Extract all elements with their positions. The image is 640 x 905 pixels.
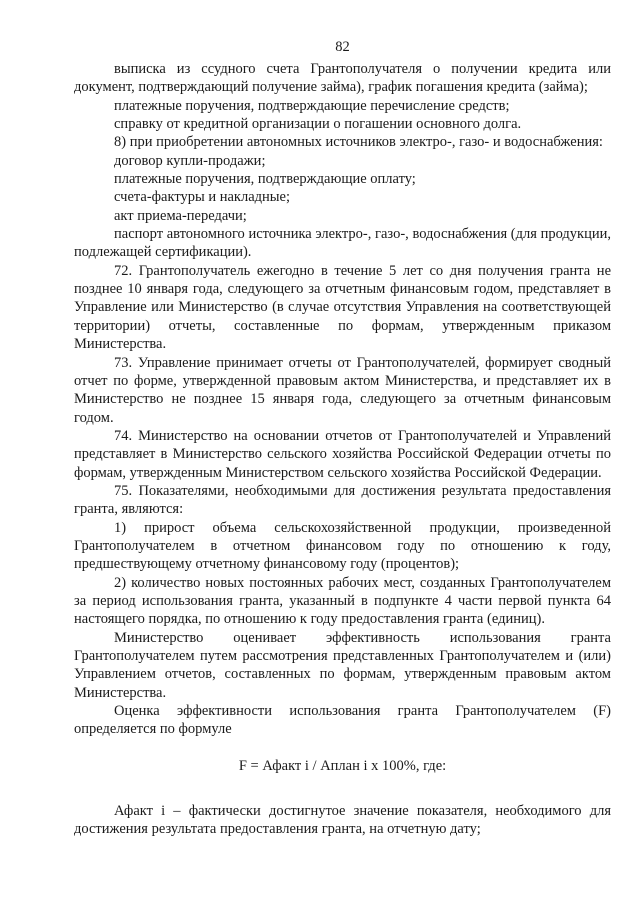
paragraph: справку от кредитной организации о погашении основного долга. <box>114 116 522 133</box>
paragraph: паспорт автономного источника электро-, газо-, водоснабжения (для продукции, подлежащей сертификации). <box>74 226 611 261</box>
paragraph: платежные поручения, подтверждающие оплату; <box>114 171 416 188</box>
paragraph: Афакт i – фактически достигнутое значение показателя, необходимого для достижения результата предоставления гранта, на отчетную дату; <box>74 803 611 838</box>
paragraph: Оценка эффективности использования гранта Грантополучателем (F) определяется по формуле <box>74 703 611 738</box>
page-number: 82 <box>335 39 350 55</box>
paragraph: выписка из ссудного счета Грантополучателя о получении кредита или документ, подтверждающий получение займа), график погашения кредита (займа); <box>74 61 611 96</box>
paragraph: 8) при приобретении автономных источников электро-, газо- и водоснабжения: <box>114 134 603 151</box>
paragraph: 2) количество новых постоянных рабочих мест, созданных Грантополучателем за период использования гранта, указанный в подпункте 4 части первой пункта 64 настоящего порядка, по отношению к году предоставления гранта (единиц). <box>74 574 611 628</box>
paragraph: Министерство оценивает эффективность использования гранта Грантополучателем путем рассмотрения представленных Грантополучателем и (или) Управлением отчетов, составленных по формам, утвержденным правовым актом Министерства. <box>74 629 611 701</box>
document-page <box>74 38 611 839</box>
paragraph-72: 72. Грантополучатель ежегодно в течение 5 лет со дня получения гранта не позднее 10 января года, следующего за отчетным финансовым годом, представляет в Управление или Министерство (в случае отсутствия Управления на соответствующей территории) отчеты, составленные по формам, утвержденным приказом Министерства. <box>74 262 611 353</box>
paragraph: договор купли-продажи; <box>114 152 266 169</box>
formula: F = Афакт i / Аплан i x 100%, где: <box>238 757 447 774</box>
paragraph: акт приема-передачи; <box>114 207 247 224</box>
paragraph: 1) прирост объема сельскохозяйственной продукции, произведенной Грантополучателем в отчетном финансовом году по отношению к году, предшествующему отчетному финансовому году (процентов); <box>74 519 611 573</box>
paragraph: счета-фактуры и накладные; <box>114 189 290 206</box>
paragraph-73: 73. Управление принимает отчеты от Грантополучателей, формирует сводный отчет по форме, утвержденной правовым актом Министерства, и представляет их в Министерство не позднее 15 января года, следующего за отчетным финансовым годом. <box>74 354 611 426</box>
paragraph: платежные поручения, подтверждающие перечисление средств; <box>114 97 510 114</box>
paragraph-75: 75. Показателями, необходимыми для достижения результата предоставления гранта, являются: <box>74 482 611 518</box>
paragraph-74: 74. Министерство на основании отчетов от Грантополучателей и Управлений представляет в Министерство сельского хозяйства Российской Федерации отчеты по формам, утвержденным Министерством сельского хозяйства Российской Федерации. <box>74 427 611 481</box>
